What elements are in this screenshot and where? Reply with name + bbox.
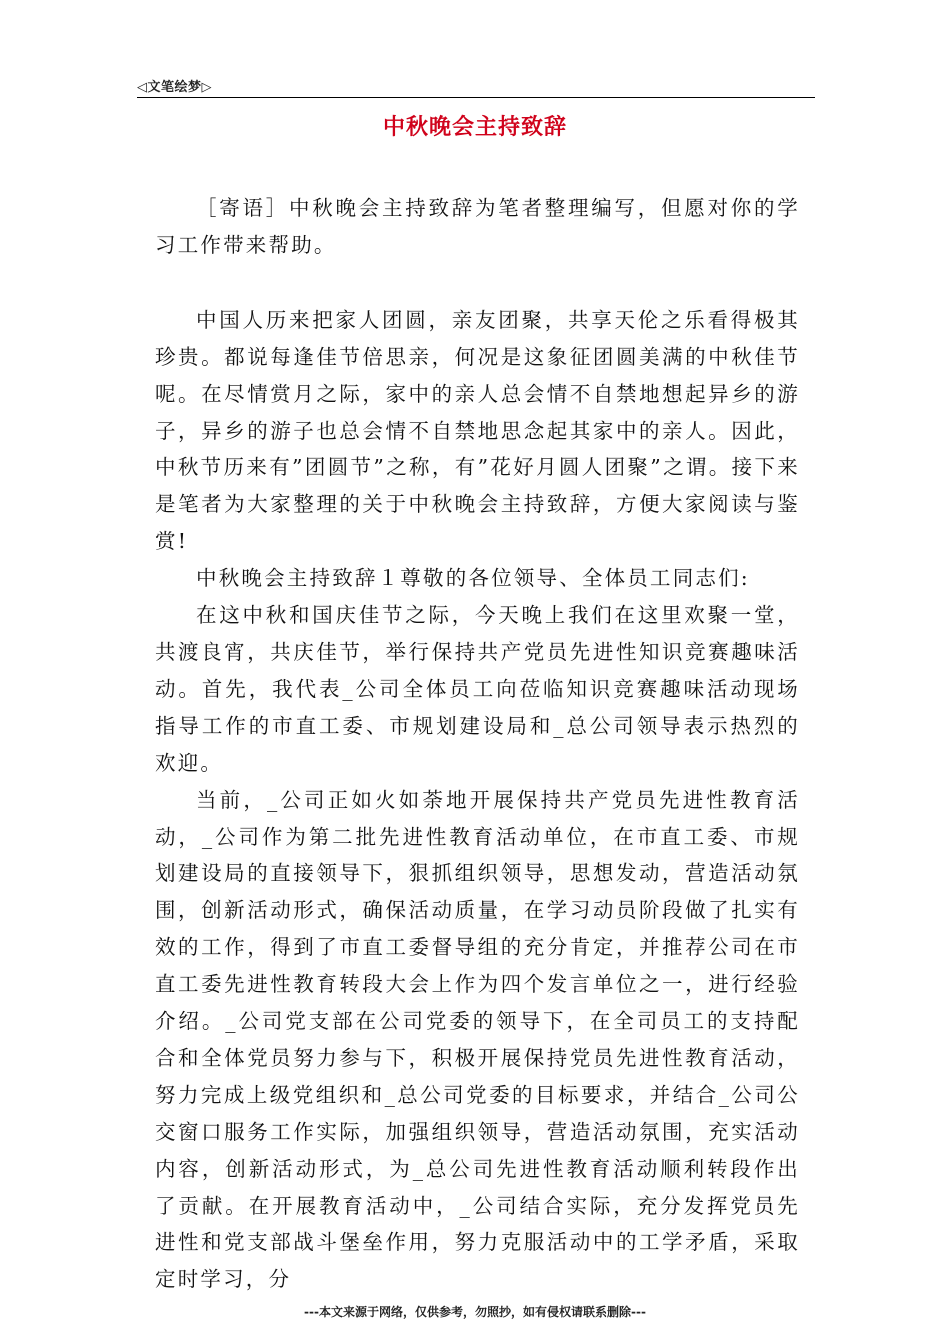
body-paragraph: 在这中秋和国庆佳节之际，今天晚上我们在这里欢聚一堂，共渡良宵，共庆佳节，举行保持共产党员先进性知识竞赛趣味活动。首先，我代表_公司全体员工向莅临知识竞赛趣味活动现场指导工作的市直工委、市规划建设局和_总公司领导表示热烈的欢迎。 (155, 603, 800, 775)
document-title: 中秋晚会主持致辞 (382, 115, 567, 140)
speech-heading-paragraph: 中秋晚会主持致辞１尊敬的各位领导、全体员工同志们: (196, 566, 750, 591)
header-divider (137, 97, 815, 98)
intro-paragraph: 中国人历来把家人团圆，亲友团聚，共享天伦之乐看得极其珍贵。都说每逢佳节倍思亲，何况是这象征团圆美满的中秋佳节呢。在尽情赏月之际，家中的亲人总会情不自禁地想起异乡的游子，异乡的游子也总会情不自禁地思念起其家中的亲人。因此，中秋节历来有”团圆节”之称，有”花好月圆人团聚”之谓。接下来是笔者为大家整理的关于中秋晚会主持致辞，方便大家阅读与鉴赏! (155, 307, 800, 554)
document-body (155, 190, 800, 1298)
body-paragraph: 当前，_公司正如火如荼地开展保持共产党员先进性教育活动，_公司作为第二批先进性教育活动单位，在市直工委、市规划建设局的直接领导下，狠抓组织领导，思想发动，营造活动氛围，创新活动形式，确保活动质量，在学习动员阶段做了扎实有效的工作，得到了市直工委督导组的充分肯定，并推荐公司在市直工委先进性教育转段大会上作为四个发言单位之一，进行经验介绍。_公司党支部在公司党委的领导下，在全司员工的支持配合和全体党员努力参与下，积极开展保持党员先进性教育活动，努力完成上级党组织和_总公司党委的目标要求，并结合_公司公交窗口服务工作实际，加强组织领导，营造活动氛围，充实活动内容，创新活动形式，为_总公司先进性教育活动顺利转段作出了贡献。在开展教育活动中，_公司结合实际，充分发挥党员先进性和党支部战斗堡垒作用，努力克服活动中的工学矛盾，采取定时学习，分 (155, 787, 800, 1292)
preface-paragraph: ［寄语］中秋晚会主持致辞为笔者整理编写，但愿对你的学习工作带来帮助。 (155, 196, 800, 257)
footer-notice: ---本文来源于网络，仅供参考，勿照抄，如有侵权请联系删除--- (304, 1305, 646, 1319)
header-brand: ◁文笔绘梦▷ (137, 80, 212, 95)
